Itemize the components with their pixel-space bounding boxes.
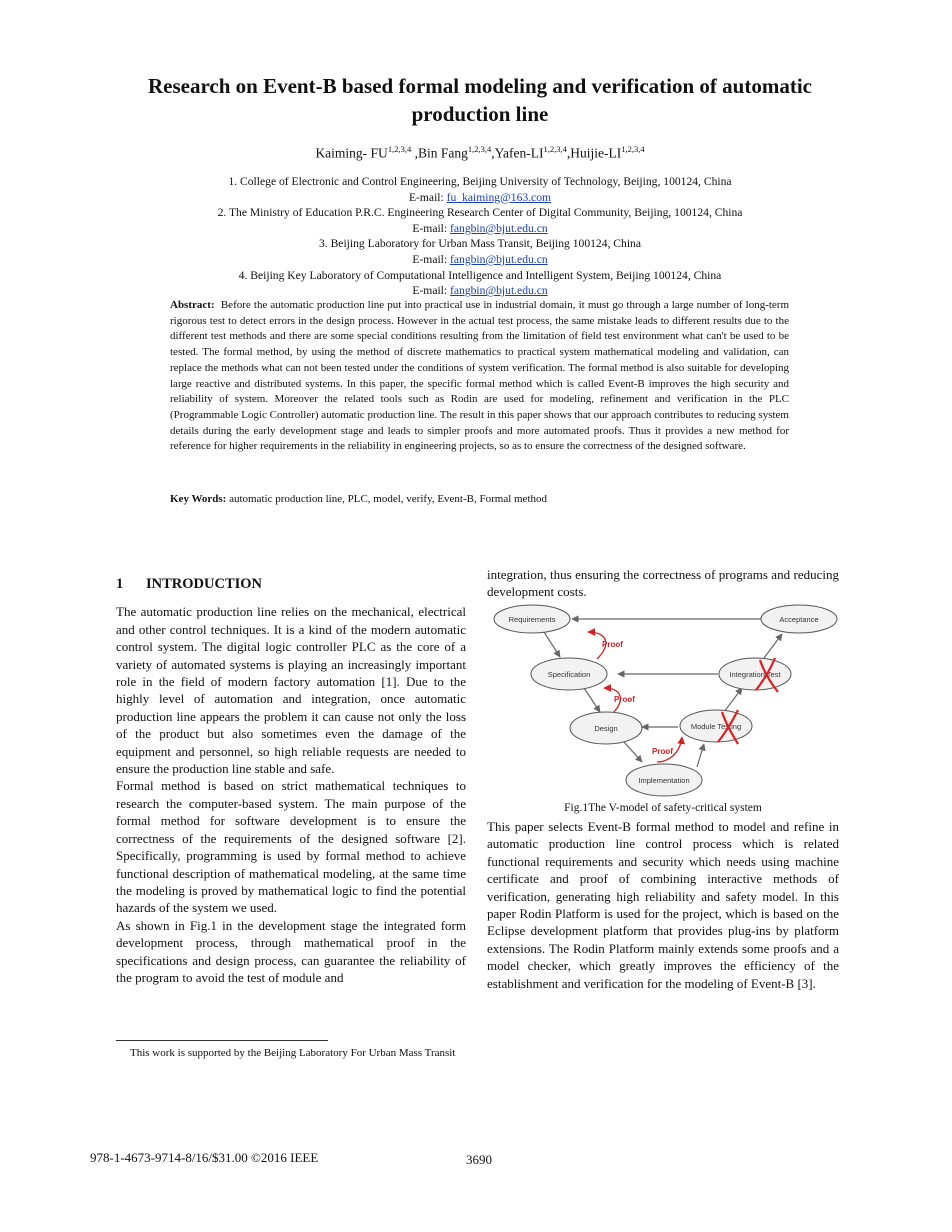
author-affiliation-marks: 1,2,3,4 xyxy=(387,144,412,154)
arrow-module-integ xyxy=(724,688,742,712)
email-line-3 xyxy=(120,252,840,268)
proof-label-3: Proof xyxy=(652,747,673,756)
intro-paragraph-3: As shown in Fig.1 in the development stage the integrated form development process, through mathematical proof in the specifications and design process, can guarantee the reliability of the program to avoid the test of module and xyxy=(116,917,466,985)
author-affiliation-marks: 1,2,3,4 xyxy=(543,144,567,154)
email-link-3[interactable]: fangbin@bjut.edu.cn xyxy=(450,252,548,266)
label-requirements: Requirements xyxy=(508,615,556,624)
label-implementation: Implementation xyxy=(638,776,690,785)
proof-label-1: Proof xyxy=(602,640,623,649)
footer-isbn: 978-1-4673-9714-8/16/$31.00 ©2016 IEEE xyxy=(90,1150,319,1165)
affiliation-1: 1. College of Electronic and Control Engineering, Beijing University of Technology, Beijing, 100124, China xyxy=(228,175,732,188)
author-affiliation-marks: 1,2,3,4 xyxy=(467,144,492,154)
author-name: Yafen-LI xyxy=(494,145,544,161)
body-paragraph: This paper selects Event-B formal method to model and refine in automatic production line control process which is related functional requirements and security which needs using machine certificate and proof of combining interactive methods of verification, generating high reliability and safety model. In this paper Rodin Platform is used for the project, which is based on the Eclipse development platform that provides plug-ins by platform extensions. The Rodin Platform mainly extends some proofs and a model checker, which greatly improves the efficiency of the establishment and verification for the modeling of Event-B [3]. xyxy=(487,819,839,991)
email-link-1[interactable]: fu_kaiming@163.com xyxy=(446,190,552,204)
arrow-integ-accept xyxy=(764,634,782,658)
keywords xyxy=(170,492,789,508)
intro-paragraph-1: The automatic production line relies on the mechanical, electrical and other control techniques. It is a kind of the modern automatic control system. The digital logic controller PLC as the core of a variety of automated systems is playing an increasingly important role in the field of modern factory automation [1]. Due to the highly level of automation and integration, once automatic production line appears the problem it can cause not only the loss of the product but also sometimes even the damage of the equipment and personnel, so high reliable requests are needed to ensure the production line stable and safe. xyxy=(116,604,466,777)
intro-paragraph-continued: integration, thus ensuring the correctness of programs and reducing development costs. xyxy=(487,567,839,600)
email-line-4 xyxy=(120,283,840,299)
author-separator: , xyxy=(411,145,418,161)
left-column xyxy=(116,576,466,986)
affiliation-3: 3. Beijing Laboratory for Urban Mass Transit, Beijing 100124, China xyxy=(318,237,642,251)
author-name: Huijie-LI xyxy=(570,145,622,161)
section-number: 1 xyxy=(116,576,124,592)
keywords-text: automatic production line, PLC, model, verify, Event-B, Formal method xyxy=(229,493,547,505)
abstract xyxy=(170,298,789,455)
author-name: Kaiming- FU xyxy=(315,145,388,161)
affiliation-4: 4. Beijing Key Laboratory of Computational Intelligence and Intelligent System, Beijing 100124, China xyxy=(238,268,722,282)
label-design: Design xyxy=(594,724,618,733)
abstract-label: Abstract: xyxy=(170,299,215,311)
arrow-impl-module xyxy=(697,744,704,767)
label-module-testing: Module Testing xyxy=(690,722,742,731)
affiliations xyxy=(120,174,840,299)
intro-paragraph-2: Formal method is based on strict mathematical techniques to research the computer-based system. The main purpose of the formal method for software development is to ensure the correctness of the requirements of the designed software [2]. Specifically, programming is used by formal method to achieve functional description of mathematical modeling, at the same time the modeling is proved by mathematical logic to find the potential hazards of the system we used. xyxy=(116,778,466,916)
proof-label-2: Proof xyxy=(614,695,635,704)
email-label: E-mail: xyxy=(412,284,451,298)
email-label: E-mail: xyxy=(412,221,451,235)
arrow-design-impl xyxy=(624,742,642,762)
email-label: E-mail: xyxy=(408,190,447,204)
author-separator: , xyxy=(566,145,571,161)
right-column-top xyxy=(487,566,839,601)
footnote: This work is supported by the Beijing Laboratory For Urban Mass Transit xyxy=(130,1047,456,1059)
page-number: 3690 xyxy=(466,1152,492,1167)
paper-title: Research on Event-B based formal modeling and verification of automatic production line xyxy=(148,74,812,126)
email-link-4[interactable]: fangbin@bjut.edu.cn xyxy=(450,284,548,298)
arrow-req-spec xyxy=(544,632,560,657)
section-heading xyxy=(116,576,466,593)
email-label: E-mail: xyxy=(412,252,451,266)
label-specification: Specification xyxy=(547,670,591,679)
label-acceptance: Acceptance xyxy=(779,615,819,624)
v-model-figure xyxy=(492,602,842,802)
section-title: INTRODUCTION xyxy=(146,576,263,592)
figure-caption: Fig.1The V-model of safety-critical system xyxy=(564,802,762,814)
abstract-text: Before the automatic production line put into practical use in industrial domain, it must go through a large number of long-term rigorous test to detect errors in the design process. However in the actual test process, the same mistake leads to different results due to the different test methods and there are some special conditions resulting from the limitation of field test environment what can't be used to be tested. The formal method, by using the method of discrete mathematics to practical system mathematical modeling and validation, can replace the methods what can not been tested under the conditions of system verification. The formal method is also suitable for developing large reactive and distributed systems. In this paper, the specific formal method which is called Event-B improves the high security and reliability of system. Moreover the related tools such as Rodin are used for modeling, refinement and verification in the PLC (Programmable Logic Controller) automatic production line. The result in this paper shows that our approach contributes to reducing system details during the early development stage and leads to simpler proofs and more automated proofs. Thus it provides a new method for reference for higher requirements in the reliability in engineering projects, so as to ensure the correctness of the designed software. xyxy=(170,299,790,453)
affiliation-2: 2. The Ministry of Education P.R.C. Engineering Research Center of Digital Community, Beijing, 100124, China xyxy=(217,206,743,220)
email-link-2[interactable]: fangbin@bjut.edu.cn xyxy=(450,221,548,235)
email-line-1 xyxy=(120,190,840,206)
author-name: Bin Fang xyxy=(417,145,468,161)
label-integration-test: Integration Test xyxy=(729,670,781,679)
author-list xyxy=(100,144,860,162)
author-separator: , xyxy=(491,145,495,161)
right-column-bottom xyxy=(487,818,839,992)
footnote-divider xyxy=(116,1040,328,1041)
keywords-label: Key Words: xyxy=(170,493,227,505)
author-affiliation-marks: 1,2,3,4 xyxy=(621,144,645,154)
email-line-2 xyxy=(120,221,840,237)
arrow-spec-design xyxy=(584,688,600,712)
